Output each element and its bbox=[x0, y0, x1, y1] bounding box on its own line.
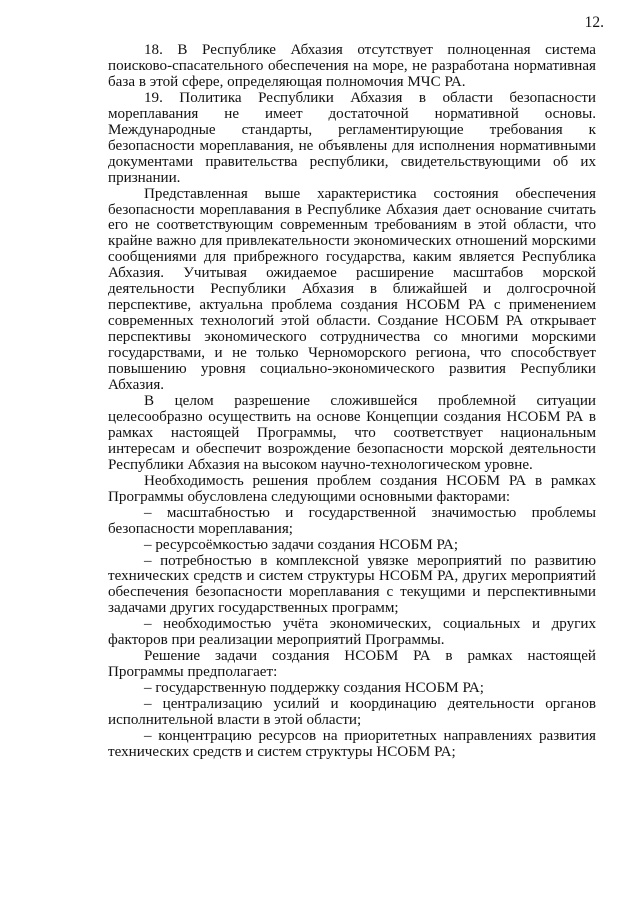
list-item-factor: – ресурсоёмкостью задачи создания НСОБМ РА; bbox=[144, 536, 459, 553]
list-item-factor: – масштабностью и государственной значимостью проблемы безопасности мореплавания; bbox=[108, 504, 596, 537]
list-item-factor: – необходимостью учёта экономических, социальных и других факторов при реализации мероприятий Программы. bbox=[108, 616, 596, 649]
document-body bbox=[108, 43, 596, 761]
paragraph-item-19: 19. Политика Республики Абхазия в области безопасности мореплавания не имеет достаточной нормативной основы. Международные стандарты, регламентирующие требования к безопасности мореплавания, не объявлены для исполнения нормативными документами правительства республики, свидетельствующими об их признании. bbox=[108, 89, 596, 186]
list-item-measure: – централизацию усилий и координацию деятельности органов исполнительной власти в этой области; bbox=[108, 696, 596, 729]
paragraph-factors-intro: Необходимость решения проблем создания НСОБМ РА в рамках Программы обусловлена следующими основными факторами: bbox=[108, 472, 596, 505]
list-item-measure: – государственную поддержку создания НСОБМ РА; bbox=[144, 680, 484, 697]
list-item-measure: – концентрацию ресурсов на приоритетных направлениях развития технических средств и систем структуры НСОБМ РА; bbox=[108, 727, 596, 760]
paragraph-problem-resolution: В целом разрешение сложившейся проблемной ситуации целесообразно осуществить на основе Концепции создания НСОБМ РА в рамках настоящей Программы, что соответствует национальным интересам и обеспечит возрождение безопасности морской деятельности Республики Абхазия на высоком научно-технологическом уровне. bbox=[108, 392, 596, 473]
paragraph-situation-assessment: Представленная выше характеристика состояния обеспечения безопасности мореплавания в Республике Абхазия дает основание считать его не соответствующим современным требованиям в этой области, что крайне важно для привлекательности экономических отношений морскими сообщениями для прибрежного государства, каким является Республика Абхазия. Учитывая ожидаемое расширение масштабов морской деятельности Республики Абхазия в ближайшей и долгосрочной перспективе, актуальна проблема создания НСОБМ РА с применением современных технологий этой области. Создание НСОБМ РА открывает перспективы экономического сотрудничества со многими морскими государствами, и не только Черноморского региона, что способствует повышению уровня социально-экономического развития Республики Абхазия. bbox=[108, 185, 596, 394]
paragraph-solution-intro: Решение задачи создания НСОБМ РА в рамках настоящей Программы предполагает: bbox=[108, 648, 596, 681]
page-number: 12. bbox=[584, 14, 604, 31]
paragraph-item-18: 18. В Республике Абхазия отсутствует полноценная система поисково-спасательного обеспечения на море, не разработана нормативная база в этой сфере, определяющая полномочия МЧС РА. bbox=[108, 42, 596, 90]
list-item-factor: – потребностью в комплексной увязке мероприятий по развитию технических средств и систем структуры НСОБМ РА, других мероприятий обеспечения безопасности мореплавания с текущими и перспективными задачами других государственных программ; bbox=[108, 552, 596, 617]
